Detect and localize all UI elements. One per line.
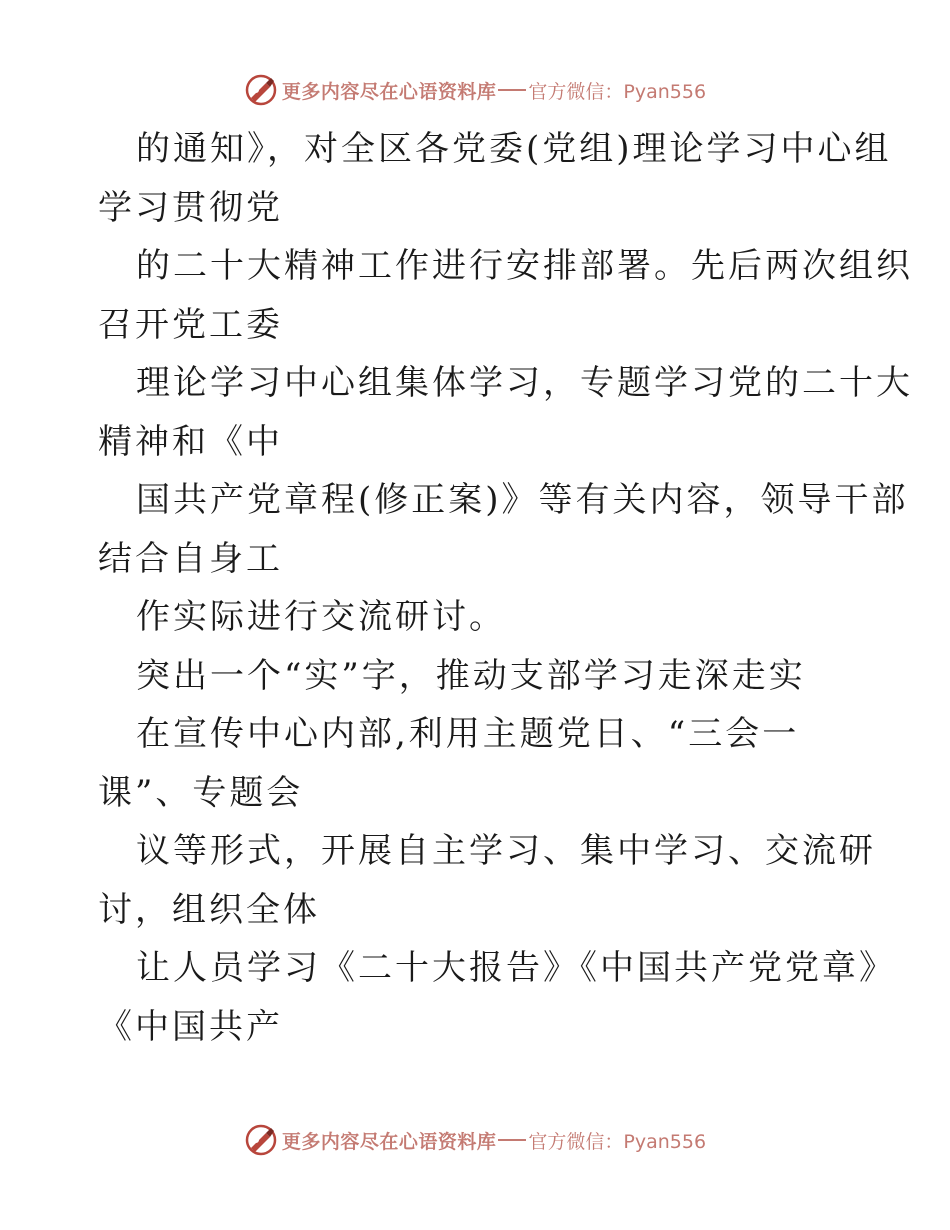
body-line: 作实际进行交流研讨。 — [136, 597, 506, 637]
footer-wechat: 官方微信：Pyan556 — [528, 1130, 707, 1153]
body-line: 的通知》，对全区各党委(党组)理论学习中心组 — [136, 129, 892, 169]
header-divider — [498, 89, 526, 91]
body-line: 国共产党章程(修正案)》等有关内容，领导干部 — [136, 480, 909, 520]
header-wechat: 官方微信：Pyan556 — [528, 80, 707, 103]
body-line: 召开党工委 — [98, 304, 283, 345]
body-line: 结合自身工 — [98, 538, 283, 579]
body-line: 议等形式，开展自主学习、集中学习、交流研 — [136, 831, 876, 871]
footer-site-name: 更多内容尽在心语资料库 — [281, 1130, 497, 1153]
document-body — [98, 120, 913, 1056]
body-line: 理论学习中心组集体学习，专题学习党的二十大 — [136, 363, 913, 403]
body-line: 让人员学习《二十大报告》《中国共产党党章》 — [136, 948, 896, 988]
body-line: 《中国共产 — [98, 1006, 283, 1047]
footer-banner — [0, 1120, 950, 1160]
header-site-name: 更多内容尽在心语资料库 — [281, 80, 497, 103]
body-line: 课”、专题会 — [98, 772, 304, 813]
body-line: 在宣传中心内部,利用主题党日、“三会一 — [136, 714, 800, 754]
pen-logo-icon — [244, 1123, 278, 1157]
body-line: 讨，组织全体 — [98, 889, 320, 930]
body-line: 学习贯彻党 — [98, 187, 283, 228]
section-heading: 突出一个“实”字，推动支部学习走深走实 — [136, 655, 806, 696]
header-banner — [0, 70, 950, 110]
pen-logo-icon — [244, 73, 278, 107]
footer-divider — [498, 1139, 526, 1141]
body-line: 的二十大精神工作进行安排部署。先后两次组织 — [136, 246, 913, 286]
body-line: 精神和《中 — [98, 421, 283, 462]
